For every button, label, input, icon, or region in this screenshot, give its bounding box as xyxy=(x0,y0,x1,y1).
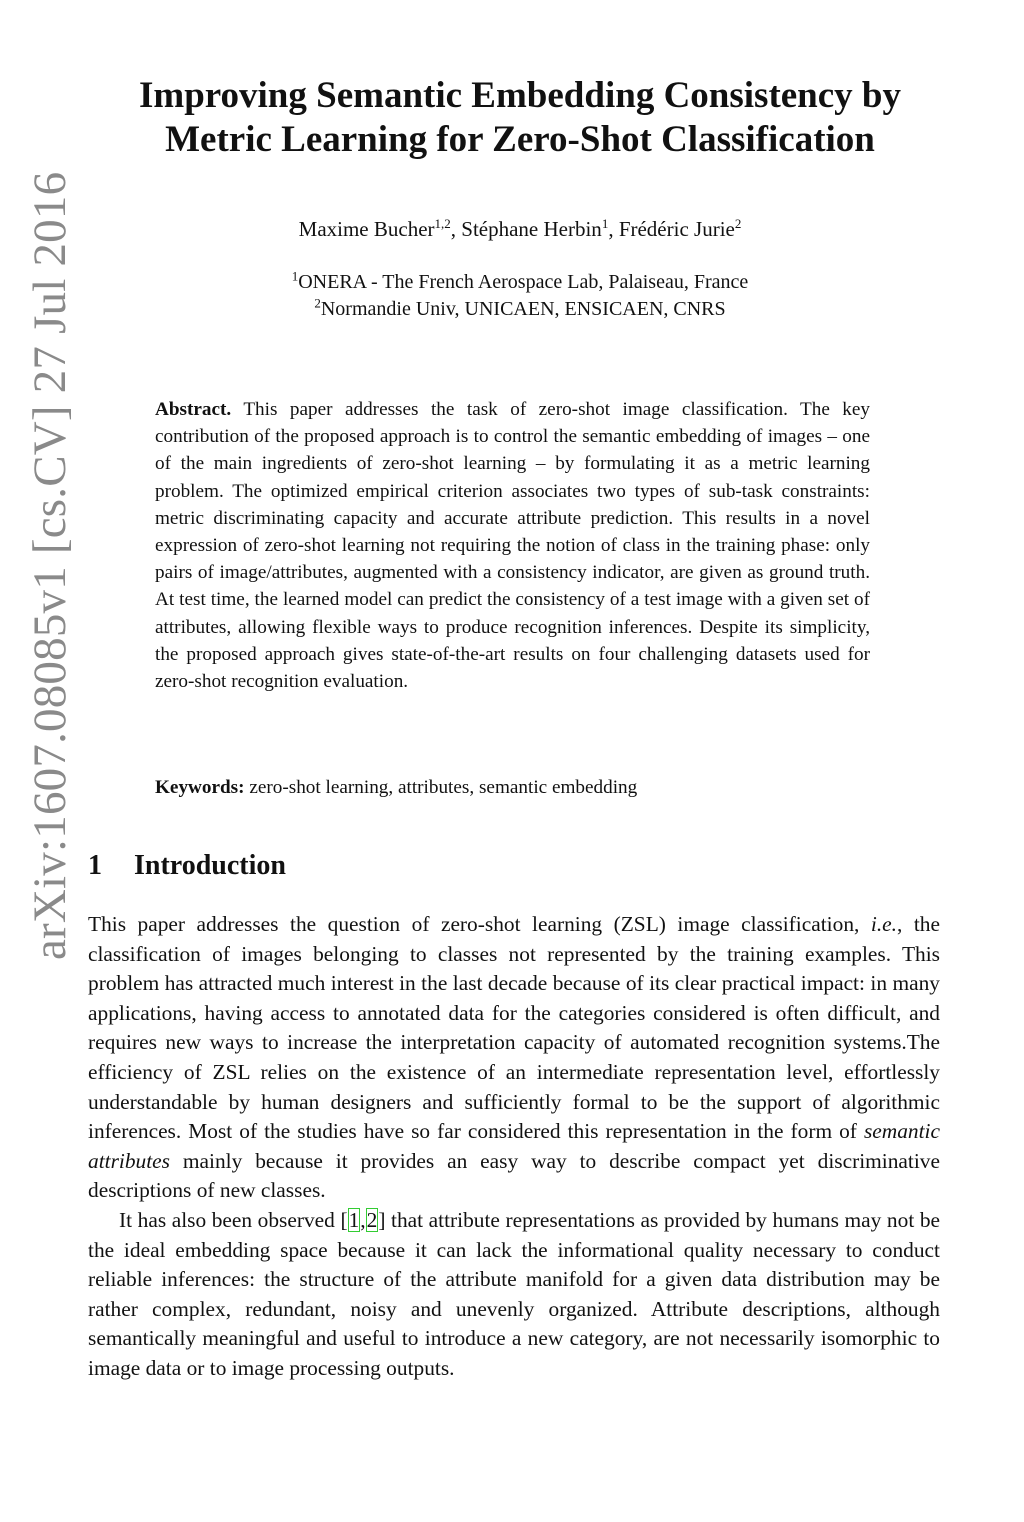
author-affil-mark: 1 xyxy=(601,216,609,231)
affiliation: $^1$ONERA - The French Aerospace Lab, Palaiseau, France xyxy=(291,268,749,293)
citation-link[interactable]: 1 xyxy=(348,1207,360,1232)
affiliation: $^2$Normandie Univ, UNICAEN, ENSICAEN, CNRS xyxy=(314,295,726,320)
section-title: Introduction xyxy=(134,850,286,881)
title-line: Improving Semantic Embedding Consistency by xyxy=(138,75,902,116)
author-affil-mark: 2 xyxy=(734,216,742,231)
emphasis: i.e. xyxy=(870,912,898,936)
section-heading xyxy=(88,848,286,884)
keywords-label: Keywords: xyxy=(155,777,245,798)
citation-link[interactable]: 2 xyxy=(366,1207,378,1232)
title-line: Metric Learning for Zero-Shot Classification xyxy=(165,119,875,160)
keywords-text: zero-shot learning, attributes, semantic embedding xyxy=(249,777,638,798)
author-name: Frédéric Jurie xyxy=(618,217,735,241)
affiliation-list xyxy=(60,269,980,323)
author-name: Maxime Bucher xyxy=(298,217,435,241)
author-affil-mark: 1,2 xyxy=(434,216,451,231)
abstract xyxy=(155,396,870,695)
abstract-text: This paper addresses the task of zero-shot image classification. The key contribution of the proposed approach is to control the semantic embedding of images – one of the main ingredients of zero-shot learning – by formulating it as a metric learning problem. The optimized empirical criterion associates two types of sub-task constraints: metric discriminating capacity and accurate attribute prediction. This results in a novel expression of zero-shot learning not requiring the notion of class in the training phase: only pairs of image/attributes, augmented with a consistency indicator, are given as ground truth. At test time, the learned model can predict the consistency of a test image with a given set of attributes, allowing flexible ways to produce recognition inferences. Despite its simplicity, the proposed approach gives state-of-the-art results on four challenging datasets used for zero-shot recognition evaluation. xyxy=(155,399,870,693)
body-text xyxy=(88,910,940,1384)
paper-title xyxy=(60,74,980,162)
author-list: Maxime Bucher$^{1,2}$, Stéphane Herbin$^1$, Frédéric Jurie$^2$ xyxy=(298,216,742,241)
abstract-label: Abstract. xyxy=(155,399,232,420)
paragraph: This paper addresses the question of zero-shot learning (ZSL) image classification, i.e., the classification of images belonging to classes not represented by the training examples. This problem has attracted much interest in the last decade because of its clear practical impact: in many applications, having access to annotated data for the categories considered is often difficult, and requires new ways to increase the interpretation capacity of automated recognition systems.The efficiency of ZSL relies on the existence of an intermediate representation level, effortlessly understandable by human designers and sufficiently formal to be the support of algorithmic inferences. Most of the studies have so far considered this representation in the form of semantic attributes mainly because it provides an easy way to describe compact yet discriminative descriptions of new classes. xyxy=(88,912,940,1203)
author-name: Stéphane Herbin xyxy=(461,217,602,241)
paragraph: It has also been observed [1,2] that attribute representations as provided by humans may not be the ideal embedding space because it can lack the informational quality necessary to conduct reliable inferences: the structure of the attribute manifold for a given data distribution may be rather complex, redundant, noisy and unevenly organized. Attribute descriptions, although semantically meaningful and useful to introduce a new category, are not necessarily isomorphic to image data or to image processing outputs. xyxy=(88,1207,941,1380)
keywords xyxy=(155,774,870,801)
arxiv-identifier: arXiv:1607.08085v1 [cs.CV] 27 Jul 2016 xyxy=(24,171,76,960)
section-number: 1 xyxy=(88,850,102,881)
emphasis: semantic attributes xyxy=(88,1119,940,1173)
